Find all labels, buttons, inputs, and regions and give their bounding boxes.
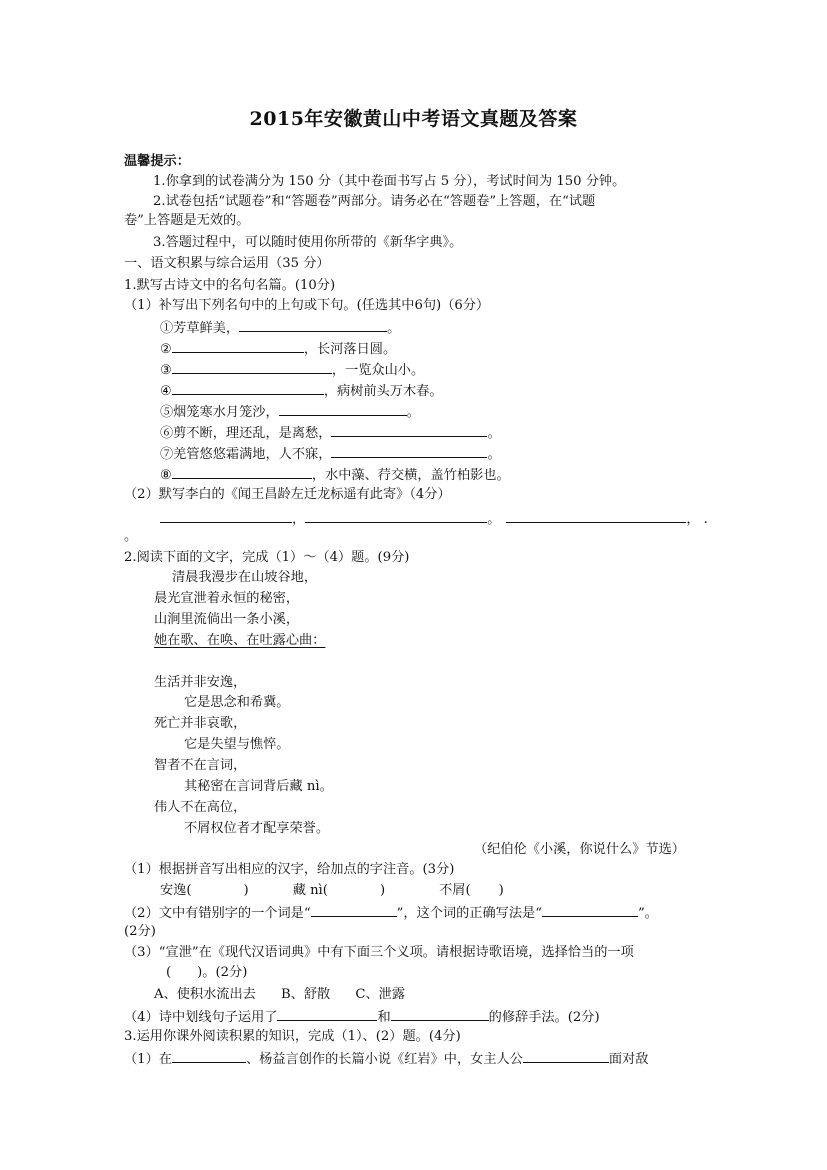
item-text-post: ，病树前头万木春。 — [323, 384, 443, 399]
q2-sub3-choice — [166, 963, 247, 983]
q3-sub1 — [124, 1048, 648, 1070]
q1-sub2-answer-line — [160, 508, 708, 530]
q1-item-2 — [160, 338, 396, 360]
separator: 。 — [487, 512, 501, 527]
poem-line-underlined — [154, 631, 337, 651]
answer-blank[interactable] — [331, 422, 487, 437]
poem-line: 不屑权位者才配享荣誉。 — [184, 821, 330, 836]
item-text-post: 。 — [406, 405, 420, 420]
q1-sub2-end: 。 — [124, 529, 138, 544]
separator: ， — [292, 512, 306, 527]
poem-line: 智者不在言词， — [154, 758, 247, 773]
q2-sub2 — [124, 902, 658, 924]
answer-blank[interactable] — [305, 508, 487, 523]
item-text-pre: ③ — [160, 363, 172, 378]
q1-item-8 — [160, 464, 510, 486]
separator: ， — [686, 512, 700, 527]
paren-close: )。(2分) — [197, 965, 248, 980]
poem-line: 晨光宣泄着永恒的秘密， — [154, 591, 300, 606]
item-close: ) — [243, 883, 249, 898]
item-text-post: 。 — [387, 321, 401, 336]
poem-line: 清晨我漫步在山坡谷地， — [172, 570, 318, 585]
q2-sub2-text: ”，这个词的正确写法是“ — [396, 906, 542, 921]
answer-blank[interactable] — [506, 508, 686, 523]
poem-line: 生活并非安逸， — [154, 675, 247, 690]
item-label: 不屑( — [439, 883, 471, 898]
item-close: ) — [379, 883, 386, 898]
answer-blank[interactable] — [311, 902, 397, 917]
q2-sub4 — [124, 1006, 600, 1028]
q1-item-3 — [160, 359, 424, 381]
poem-line: 它是思念和希冀。 — [184, 695, 290, 710]
item-text-pre: ⑤烟笼寒水月笼沙， — [160, 405, 279, 420]
item-text-pre: ② — [160, 342, 172, 357]
answer-blank[interactable] — [279, 401, 407, 416]
q2-sub2-text: （2）文中有错别字的一个词是“ — [124, 906, 311, 921]
q2-stem: 2.阅读下面的文字，完成（1）～（4）题。(9分) — [124, 550, 410, 565]
poem-line: 它是失望与憔悴。 — [184, 737, 290, 752]
answer-blank[interactable] — [391, 1006, 489, 1021]
q2-sub2-score: (2分) — [124, 924, 156, 939]
q2-sub4-text: （4）诗中划线句子运用了 — [124, 1010, 278, 1025]
page-title: 2015年安徽黄山中考语文真题及答案 — [249, 108, 578, 130]
answer-blank[interactable] — [172, 359, 332, 374]
poem-source: （纪伯伦《小溪，你说什么》节选） — [474, 842, 685, 857]
q2-sub1-items — [160, 881, 504, 901]
answer-blank[interactable] — [542, 902, 638, 917]
q3-stem: 3.运用你课外阅读积累的知识，完成（1）、(2）题。(4分) — [124, 1029, 461, 1044]
item-label: 安逸( — [160, 883, 192, 898]
notice-item-2a: 2.试卷包括“试题卷”和“答题卷”两部分。请务必在“答题卷”上答题，在“试题 — [153, 194, 596, 209]
q1-item-1 — [160, 317, 400, 339]
answer-blank[interactable] — [331, 443, 487, 458]
item-text-post: ，长河落日圆。 — [303, 342, 397, 357]
answer-blank[interactable] — [523, 1048, 609, 1063]
answer-blank[interactable] — [239, 317, 387, 332]
answer-blank[interactable] — [160, 508, 292, 523]
poem-line: 伟人不在高位， — [154, 800, 247, 815]
q3-sub1-text: 、杨益言创作的长篇小说《红岩》中，女主人公 — [245, 1052, 523, 1067]
item-text-pre: ④ — [160, 384, 172, 399]
answer-blank[interactable] — [277, 1006, 377, 1021]
notice-item-3: 3.答题过程中，可以随时使用你所带的《新华字典》。 — [153, 235, 463, 250]
item-text-pre: ⑧ — [160, 468, 172, 483]
q1-item-5 — [160, 401, 420, 423]
item-text-post: ，一览众山小。 — [331, 363, 425, 378]
separator: . — [703, 512, 708, 527]
q3-sub1-text: 面对敌 — [608, 1052, 649, 1067]
poem-line: 死亡并非哀歌， — [154, 716, 247, 731]
notice-heading: 温馨提示： — [124, 154, 190, 169]
q1-item-6 — [160, 422, 501, 444]
item-text-post: 。 — [487, 447, 501, 462]
item-label: 藏 nì( — [292, 883, 328, 898]
item-text-pre: ⑦羌管悠悠霜满地，人不寐， — [160, 447, 332, 462]
q2-sub4-text: 的修辞手法。(2分) — [488, 1010, 600, 1025]
section-heading: 一、语文积累与综合运用（35 分） — [124, 256, 330, 271]
notice-item-1: 1.你拿到的试卷满分为 150 分（其中卷面书写占 5 分），考试时间为 150 分钟。 — [153, 174, 626, 189]
q1-sub2: （2）默写李白的《闻王昌龄左迁龙标遥有此寄》（4分） — [124, 487, 451, 502]
q1-item-7 — [160, 443, 501, 465]
poem-line: 山涧里流倘出一条小溪， — [154, 612, 300, 627]
underlined-text: 她在歌、在唤、在吐露心曲： — [154, 633, 326, 648]
poem-line: 其秘密在言词背后藏 nì。 — [184, 779, 333, 794]
answer-blank[interactable] — [172, 464, 312, 479]
q1-item-4 — [160, 380, 443, 402]
q2-sub2-text: ”。 — [637, 906, 658, 921]
paren-open: ( — [166, 965, 172, 980]
answer-blank[interactable] — [172, 1048, 246, 1063]
q2-sub3: （3）“宣泄”在《现代汉语词典》中有下面三个义项。请根据诗歌语境，选择恰当的一项 — [124, 945, 634, 960]
item-text-post: ，水中藻、荇交横，盖竹柏影也。 — [311, 468, 510, 483]
item-text-pre: ①芳草鲜美， — [160, 321, 240, 336]
q2-sub3-options: A、使积水流出去 B、舒散 C、泄露 — [154, 987, 406, 1002]
answer-blank[interactable] — [172, 380, 324, 395]
notice-item-2b: 卷”上答题是无效的。 — [124, 213, 250, 228]
q2-sub1: （1）根据拼音写出相应的汉字，给加点的字注音。(3分) — [124, 862, 455, 877]
answer-blank[interactable] — [172, 338, 304, 353]
item-close: ) — [498, 883, 504, 898]
q3-sub1-text: （1）在 — [124, 1052, 172, 1067]
item-text-pre: ⑥剪不断，理还乱，是离愁， — [160, 426, 332, 441]
q1-stem: 1.默写古诗文中的名句名篇。(10分) — [124, 278, 336, 293]
q2-sub4-text: 和 — [377, 1010, 391, 1025]
item-text-post: 。 — [487, 426, 501, 441]
q1-sub1: （1）补写出下列名句中的上句或下句。(任选其中6句)（6分） — [124, 298, 490, 313]
